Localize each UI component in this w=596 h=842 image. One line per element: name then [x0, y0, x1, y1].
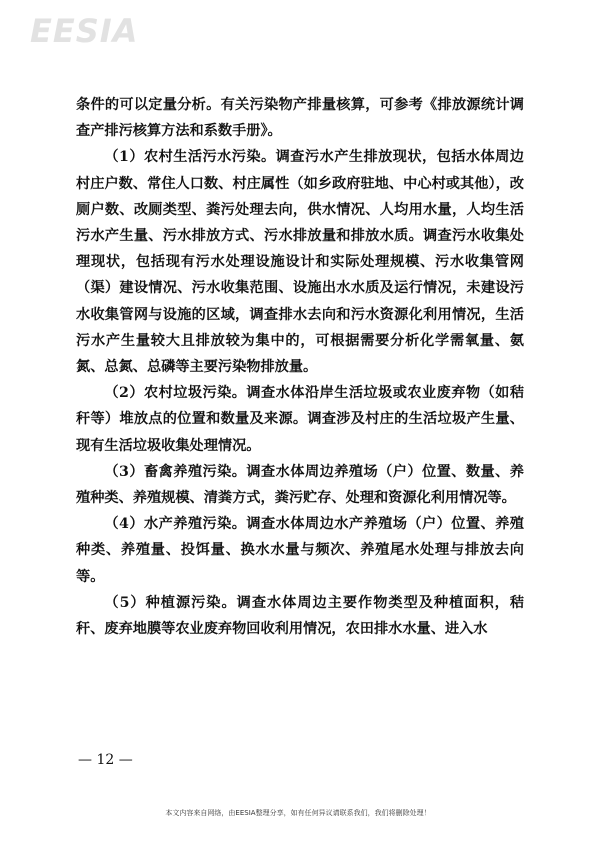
paragraph-continuation [76, 92, 524, 144]
paragraph-aquaculture [76, 511, 524, 590]
paragraph-heading: （3）畜禽养殖污染。 [104, 463, 247, 480]
paragraph-text: 调查水体周边养殖场（户）位置、数量、养殖种类、养殖规模、清粪方式，粪污贮存、处理和资源化利用情况等。 [76, 463, 524, 507]
document-body [76, 92, 524, 642]
paragraph-text: 调查水体周边主要作物类型及种植面积，秸秆、废弃地膜等农业废弃物回收利用情况，农田排水水量、进入水 [76, 594, 524, 638]
eesia-logo: EESIA [30, 12, 139, 50]
paragraph-rural-garbage [76, 380, 524, 459]
paragraph-text: 调查水体沿岸生活垃圾或农业废弃物（如秸秆等）堆放点的位置和数量及来源。调查涉及村庄的生活垃圾产生量、现有生活垃圾收集处理情况。 [76, 385, 524, 454]
paragraph-heading: （4）水产养殖污染。 [104, 516, 247, 533]
paragraph-heading: （2）农村垃圾污染。 [104, 385, 247, 402]
paragraph-heading: （5）种植源污染。 [104, 594, 237, 611]
footer-disclaimer: 本文内容来自网络，由EESIA整理分享，如有任何异议请联系我们，我们将删除处理！ [165, 809, 431, 817]
paragraph-text: 条件的可以定量分析。有关污染物产排量核算，可参考《排放源统计调查产排污核算方法和系数手册》。 [76, 97, 524, 140]
paragraph-planting [76, 590, 524, 642]
paragraph-text: 调查水体周边水产养殖场（户）位置、养殖种类、养殖量、投饵量、换水水量与频次、养殖尾水处理与排放去向等。 [76, 516, 524, 585]
paragraph-text: 调查污水产生排放现状，包括水体周边村庄户数、常住人口数、村庄属性（如乡政府驻地、中心村或其他），改厕户数、改厕类型、粪污处理去向，供水情况、人均用水量，人均生活污水产生量、污水排放方式、污水排放量和排放水质。调查污水收集处理现状，包括现有污水处理设施设计和实际处理规模、污水收集管网（渠）建设情况、污水收集范围、设施出水水质及运行情况，未建设污水收集管网与设施的区域，调查排水去向和污水资源化利用情况，生活污水产生量较大且排放较为集中的，可根据需要分析化学需氧量、氨氮、总氮、总磷等主要污染物排放量。 [76, 149, 524, 376]
page-number: — 12 — [78, 752, 133, 768]
paragraph-livestock [76, 459, 524, 511]
paragraph-heading: （1）农村生活污水污染。 [104, 149, 276, 166]
paragraph-rural-sewage [76, 144, 524, 380]
